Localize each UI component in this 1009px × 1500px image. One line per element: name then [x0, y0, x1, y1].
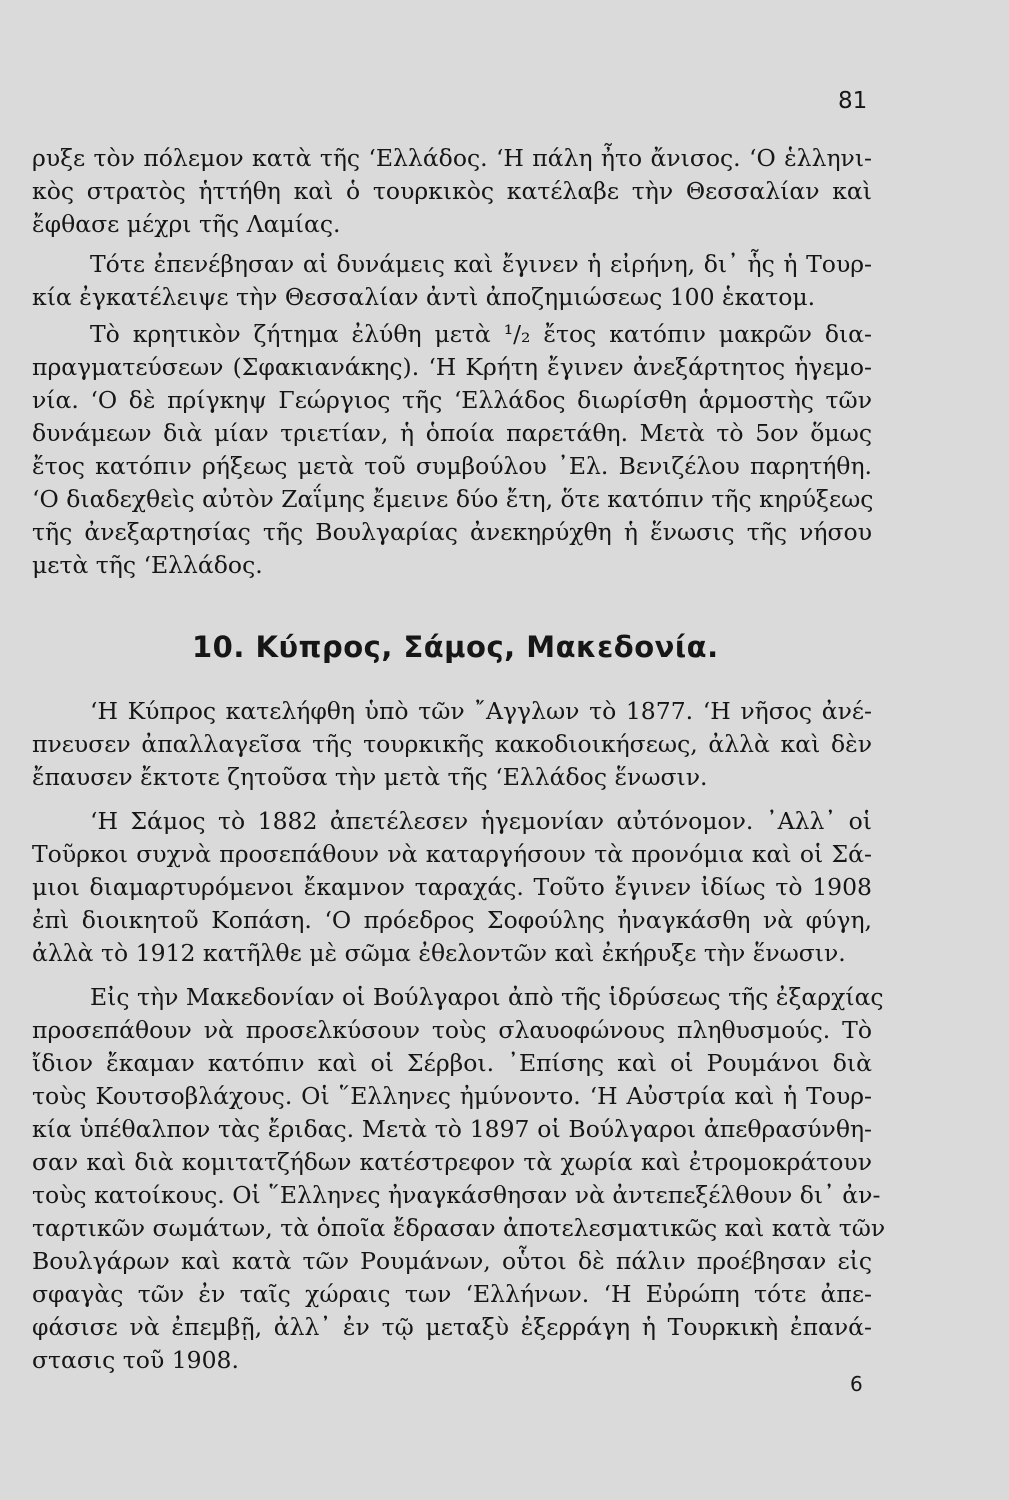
text-line: στασις τοῦ 1908. — [32, 1346, 239, 1374]
text-line: τοὺς Κουτσοβλάχους. Οἱ ῞Ελληνες ἠμύνοντο. ‘Η Αὐστρία καὶ ἡ Τουρ- — [32, 1082, 872, 1110]
text-line: Τοῦρκοι συχνὰ προσεπάθουν νὰ καταργήσουν τὰ προνόμια καὶ οἱ Σά- — [32, 840, 872, 868]
text-line: ‘Ο διαδεχθεὶς αὐτὸν Ζαΐμης ἔμεινε δύο ἔτη, ὅτε κατόπιν τῆς κηρύξεως — [32, 485, 874, 513]
text-line: προσεπάθουν νὰ προσελκύσουν τοὺς σλαυοφώνους πληθυσμούς. Τὸ — [32, 1016, 872, 1044]
text-line: πραγματεύσεων (Σφακιανάκης). ‘Η Κρήτη ἔγινεν ἀνεξάρτητος ἡγεμο- — [32, 353, 872, 381]
signature-mark: 6 — [850, 1372, 863, 1396]
section-heading: 10. Κύπρος, Σάμος, Μακεδονία. — [192, 630, 719, 664]
text-line: ρυξε τὸν πόλεμον κατὰ τῆς ‘Ελλάδος. ‘Η πάλη ἦτο ἄνισος. ‘Ο ἑλληνι- — [32, 144, 872, 172]
text-line: Βουλγάρων καὶ κατὰ τῶν Ρουμάνων, οὗτοι δὲ πάλιν προέβησαν εἰς — [32, 1247, 872, 1275]
text-line: Εἰς τὴν Μακεδονίαν οἱ Βούλγαροι ἀπὸ τῆς ἱδρύσεως τῆς ἐξαρχίας — [90, 983, 884, 1011]
text-line: τῆς ἀνεξαρτησίας τῆς Βουλγαρίας ἀνεκηρύχθη ἡ ἕνωσις τῆς νήσου — [32, 518, 872, 546]
text-line: ἔπαυσεν ἔκτοτε ζητοῦσα τὴν μετὰ τῆς ‘Ελλάδος ἕνωσιν. — [32, 763, 708, 791]
text-line: ἀλλὰ τὸ 1912 κατῆλθε μὲ σῶμα ἐθελοντῶν καὶ ἐκήρυξε τὴν ἕνωσιν. — [32, 939, 846, 967]
text-line: ‘Η Σάμος τὸ 1882 ἀπετέλεσεν ἡγεμονίαν αὐτόνομον. ᾽Αλλ᾽ οἱ — [90, 807, 872, 835]
text-line: φάσισε νὰ ἐπεμβῇ, ἀλλ᾽ ἐν τῷ μεταξὺ ἐξερράγη ἡ Τουρκικὴ ἐπανά- — [32, 1313, 872, 1341]
text-line: μετὰ τῆς ‘Ελλάδος. — [32, 551, 263, 579]
text-line: ‘Η Κύπρος κατελήφθη ὑπὸ τῶν ῎Αγγλων τὸ 1877. ‘Η νῆσος ἀνέ- — [90, 697, 872, 725]
text-line: Τότε ἐπενέβησαν αἱ δυνάμεις καὶ ἔγινεν ἡ εἰρήνη, δι᾽ ἧς ἡ Τουρ- — [90, 250, 872, 278]
text-line: ἴδιον ἔκαμαν κατόπιν καὶ οἱ Σέρβοι. ᾽Επίσης καὶ οἱ Ρουμάνοι διὰ — [32, 1049, 872, 1077]
text-line: ἔφθασε μέχρι τῆς Λαμίας. — [32, 210, 341, 238]
text-line: Τὸ κρητικὸν ζήτημα ἐλύθη μετὰ ¹/₂ ἔτος κατόπιν μακρῶν δια- — [90, 320, 872, 348]
page-number: 81 — [838, 88, 868, 114]
text-line: ἐπὶ διοικητοῦ Κοπάση. ‘Ο πρόεδρος Σοφούλης ἠναγκάσθη νὰ φύγη, — [32, 906, 872, 934]
text-line: μιοι διαμαρτυρόμενοι ἔκαμνον ταραχάς. Τοῦτο ἔγινεν ἰδίως τὸ 1908 — [32, 873, 872, 901]
text-line: πνευσεν ἀπαλλαγεῖσα τῆς τουρκικῆς κακοδιοικήσεως, ἀλλὰ καὶ δὲν — [32, 730, 872, 758]
text-line: ἔτος κατόπιν ρήξεως μετὰ τοῦ συμβούλου ᾽Ελ. Βενιζέλου παρητήθη. — [32, 452, 872, 480]
text-line: σαν καὶ διὰ κομιτατζήδων κατέστρεφον τὰ χωρία καὶ ἐτρομοκράτουν — [32, 1148, 872, 1176]
text-line: κία ὑπέθαλπον τὰς ἔριδας. Μετὰ τὸ 1897 οἱ Βούλγαροι ἀπεθρασύνθη- — [32, 1115, 872, 1143]
text-line: δυνάμεων διὰ μίαν τριετίαν, ἡ ὁποία παρετάθη. Μετὰ τὸ 5ον ὅμως — [32, 419, 872, 447]
text-line: κὸς στρατὸς ἡττήθη καὶ ὁ τουρκικὸς κατέλαβε τὴν Θεσσαλίαν καὶ — [32, 177, 872, 205]
text-line: τοὺς κατοίκους. Οἱ ῞Ελληνες ἠναγκάσθησαν νὰ ἀντεπεξέλθουν δι᾽ ἀν- — [32, 1181, 881, 1209]
text-line: κία ἐγκατέλειψε τὴν Θεσσαλίαν ἀντὶ ἀποζημιώσεως 100 ἑκατομ. — [32, 283, 816, 311]
text-line: σφαγὰς τῶν ἐν ταῖς χώραις των ‘Ελλήνων. ‘Η Εὐρώπη τότε ἀπε- — [32, 1280, 872, 1308]
text-line: ταρτικῶν σωμάτων, τὰ ὁποῖα ἔδρασαν ἀποτελεσματικῶς καὶ κατὰ τῶν — [32, 1214, 886, 1242]
text-line: νία. ‘Ο δὲ πρίγκηψ Γεώργιος τῆς ‘Ελλάδος διωρίσθη ἁρμοστὴς τῶν — [32, 386, 872, 414]
